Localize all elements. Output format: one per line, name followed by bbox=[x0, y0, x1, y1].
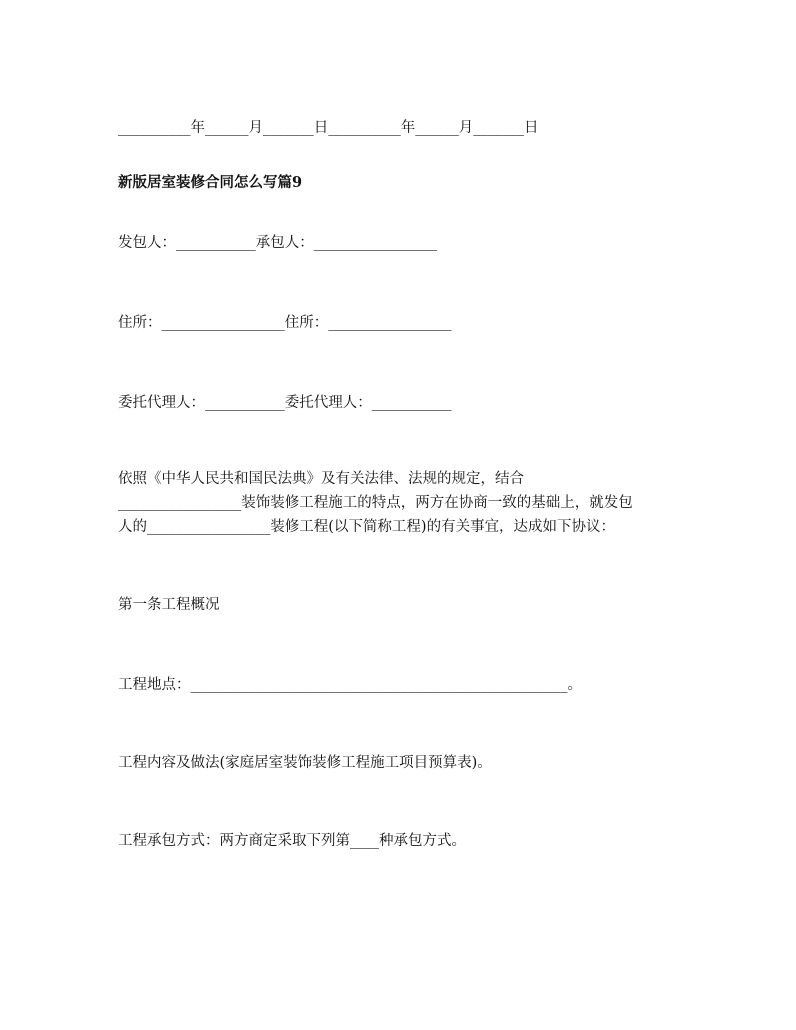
party-line: 发包人：___________承包人：_________________ bbox=[118, 235, 437, 251]
section-title: 新版居室装修合同怎么写篇9 bbox=[118, 174, 303, 191]
contract-mode-line: 工程承包方式：两方商定采取下列第____种承包方式。 bbox=[118, 833, 466, 849]
location-line: 工程地点：____________________________________________________。 bbox=[118, 677, 582, 693]
date-signature-line: __________年______月_______日__________年______月_______日 bbox=[118, 120, 539, 136]
agent-line: 委托代理人：___________委托代理人：___________ bbox=[118, 395, 452, 411]
content-line: 工程内容及做法(家庭居室装饰装修工程施工项目预算表)。 bbox=[118, 755, 492, 771]
address-line: 住所：_________________住所：_________________ bbox=[118, 315, 452, 331]
intro-paragraph-line-2: _________________装饰装修工程施工的特点，两方在协商一致的基础上，就发包 bbox=[118, 495, 633, 511]
article-title: 第一条工程概况 bbox=[118, 597, 220, 613]
intro-paragraph-line-1: 依照《中华人民共和国民法典》及有关法律、法规的规定，结合 bbox=[118, 471, 524, 487]
intro-paragraph-line-3: 人的_________________装修工程(以下简称工程)的有关事宜，达成如下协议： bbox=[118, 519, 616, 535]
